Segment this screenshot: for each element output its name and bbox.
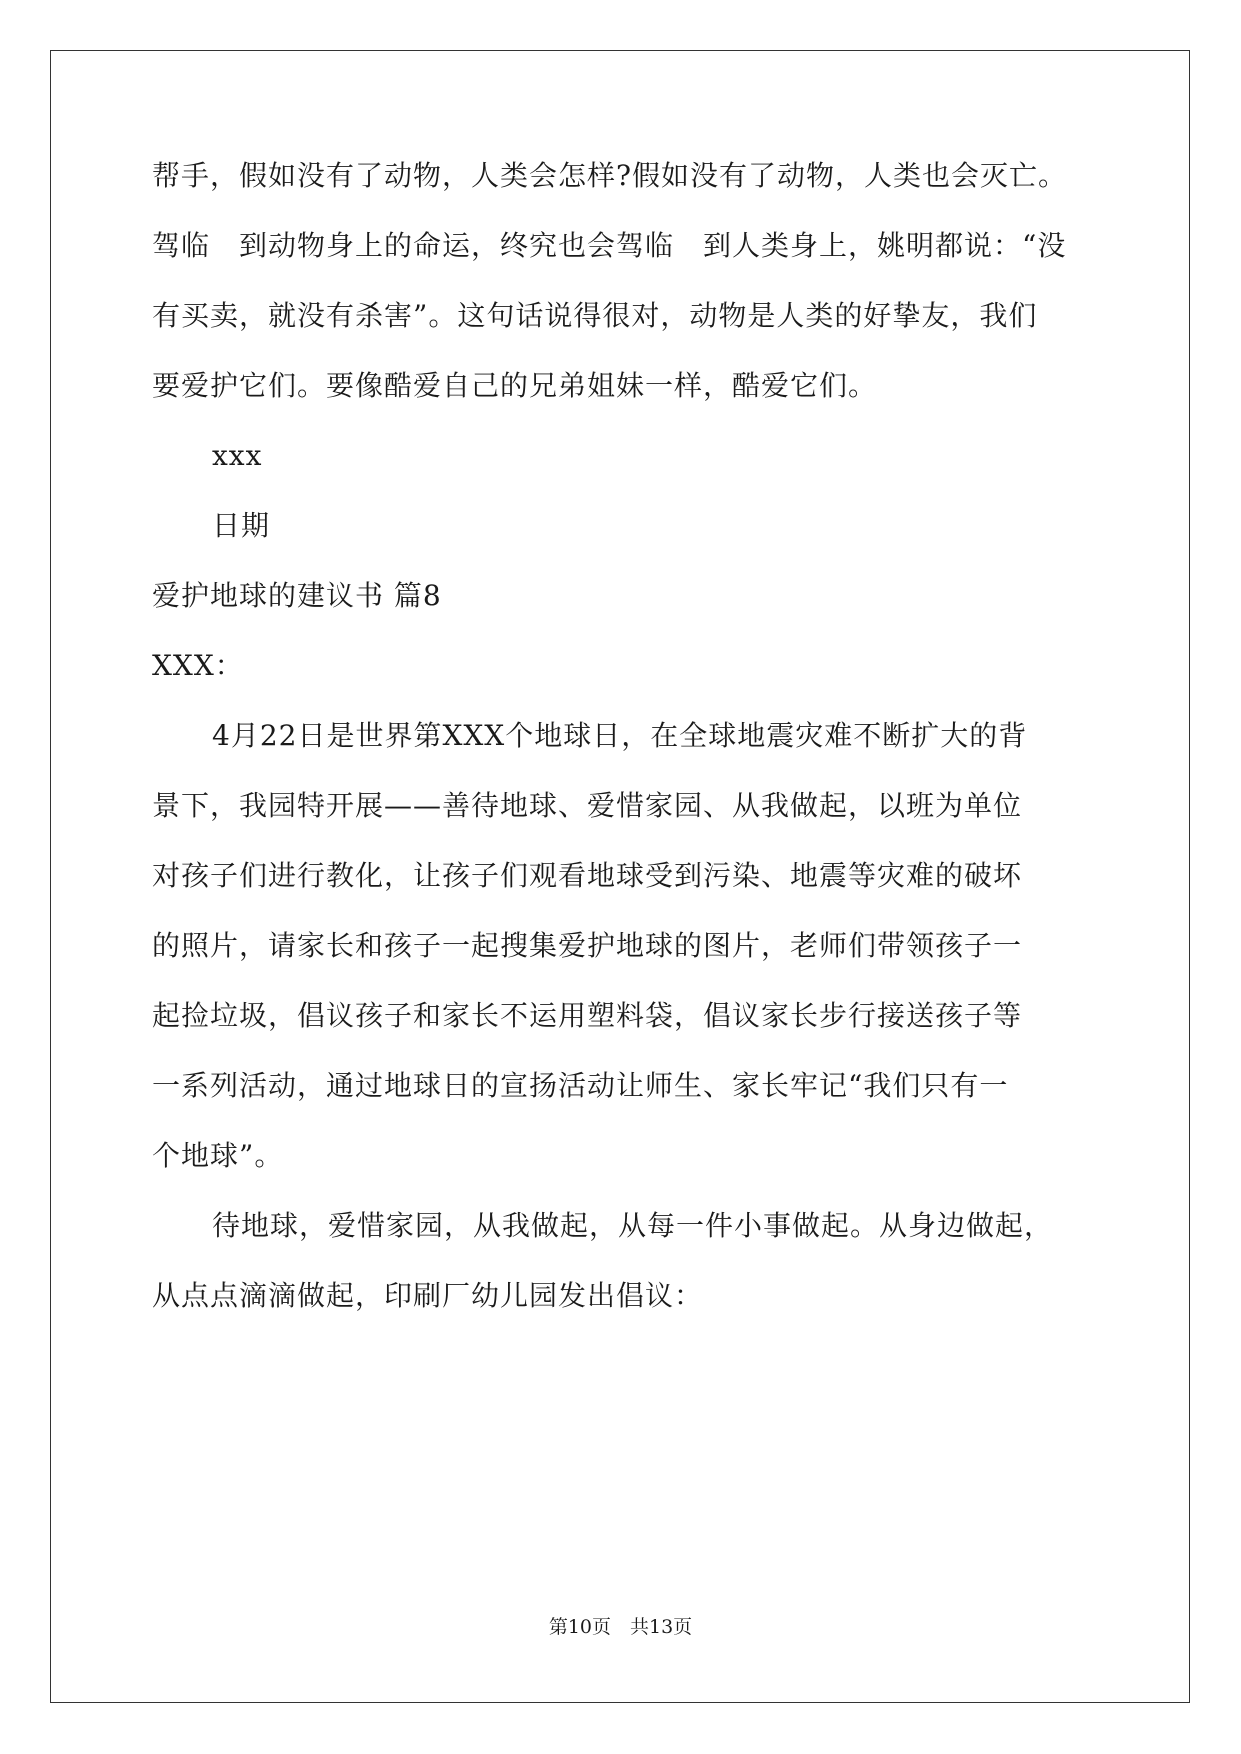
- body-line-9: 4月22日是世界第XXX个地球日，在全球地震灾难不断扩大的背: [212, 719, 1028, 752]
- body-line-1: 帮手，假如没有了动物，人类会怎样?假如没有了动物，人类也会灭亡。: [152, 159, 1068, 192]
- body-line-15: 个地球”。: [152, 1139, 284, 1172]
- body-line-12: 的照片，请家长和孩子一起搜集爱护地球的图片，老师们带领孩子一: [152, 929, 1023, 962]
- body-line-3: 有买卖，就没有杀害”。这句话说得很对，动物是人类的好挚友，我们: [152, 299, 1038, 332]
- signature-date: 日期: [212, 509, 271, 542]
- body-line-10: 景下，我园特开展——善待地球、爱惜家园、从我做起，以班为单位: [152, 789, 1023, 822]
- signature-name: xxx: [212, 439, 263, 472]
- body-line-13: 起捡垃圾，倡议孩子和家长不运用塑料袋，倡议家长步行接送孩子等: [152, 999, 1023, 1032]
- body-line-2: 驾临 到动物身上的命运，终究也会驾临 到人类身上，姚明都说：“没: [152, 229, 1067, 262]
- body-line-14: 一系列活动，通过地球日的宣扬活动让师生、家长牢记“我们只有一: [152, 1069, 1009, 1102]
- section-heading: 爱护地球的建议书 篇8: [152, 579, 442, 612]
- body-line-17: 从点点滴滴做起，印刷厂幼儿园发出倡议：: [152, 1279, 704, 1312]
- page-number-footer: 第10页 共13页: [548, 1616, 693, 1638]
- body-line-4: 要爱护它们。要像酷爱自己的兄弟姐妹一样，酷爱它们。: [152, 369, 878, 402]
- body-line-11: 对孩子们进行教化，让孩子们观看地球受到污染、地震等灾难的破坏: [152, 859, 1023, 892]
- salutation: XXX：: [152, 649, 244, 682]
- body-line-16: 待地球，爱惜家园，从我做起，从每一件小事做起。从身边做起，: [212, 1209, 1054, 1242]
